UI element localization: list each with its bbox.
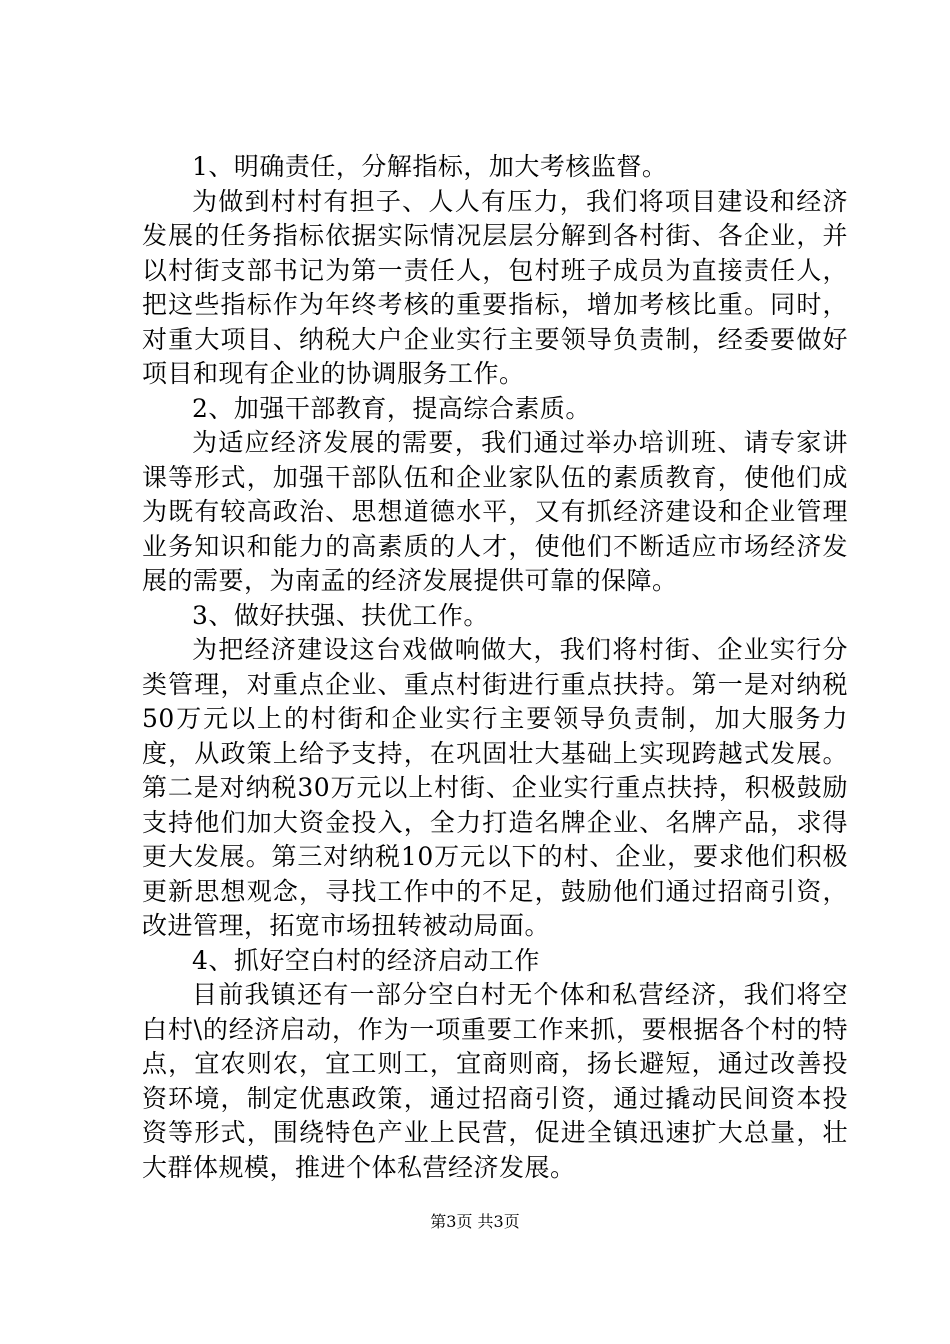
heading-item-2: 2、加强干部教育，提高综合素质。 — [192, 393, 591, 423]
body-paragraph: 为把经济建设这台戏做响做大，我们将村街、企业实行分类管理，对重点企业、重点村街进行重点扶持。第一是对纳税50万元以上的村街和企业实行主要领导负责制，加大服务力度，从政策上给予支持，在巩固壮大基础上实现跨越式发展。第二是对纳税30万元以上村街、企业实行重点扶持，积极鼓励支持他们加大资金投入，全力打造名牌企业、名牌产品，求得更大发展。第三对纳税10万元以下的村、企业，要求他们积极更新思想观念，寻找工作中的不足，鼓励他们通过招商引资，改进管理，拓宽市场扭转被动局面。 — [142, 635, 848, 940]
body-paragraph: 目前我镇还有一部分空白村无个体和私营经济，我们将空白村\的经济启动，作为一项重要工作来抓，要根据各个村的特点，宜农则农，宜工则工，宜商则商，扬长避短，通过改善投资环境，制定优惠政策，通过招商引资，通过撬动民间资本投资等形式，围绕特色产业上民营，促进全镇迅速扩大总量，壮大群体规模，推进个体私营经济发展。 — [142, 980, 848, 1182]
document-body — [142, 150, 848, 1185]
body-paragraph: 为做到村村有担子、人人有压力，我们将项目建设和经济发展的任务指标依据实际情况层层分解到各村街、各企业，并以村街支部书记为第一责任人，包村班子成员为直接责任人，把这些指标作为年终考核的重要指标，增加考核比重。同时，对重大项目、纳税大户企业实行主要领导负责制，经委要做好项目和现有企业的协调服务工作。 — [142, 186, 848, 388]
heading-item-3: 3、做好扶强、扶优工作。 — [192, 600, 489, 630]
body-paragraph: 为适应经济发展的需要，我们通过举办培训班、请专家讲课等形式，加强干部队伍和企业家队伍的素质教育，使他们成为既有较高政治、思想道德水平，又有抓经济建设和企业管理业务知识和能力的高素质的人才，使他们不断适应市场经济发展的需要，为南孟的经济发展提供可靠的保障。 — [142, 428, 848, 595]
heading-item-4: 4、抓好空白村的经济启动工作 — [192, 945, 540, 975]
heading-item-1: 1、明确责任，分解指标，加大考核监督。 — [192, 152, 668, 181]
page-number-footer: 第3页 共3页 — [430, 1212, 520, 1231]
